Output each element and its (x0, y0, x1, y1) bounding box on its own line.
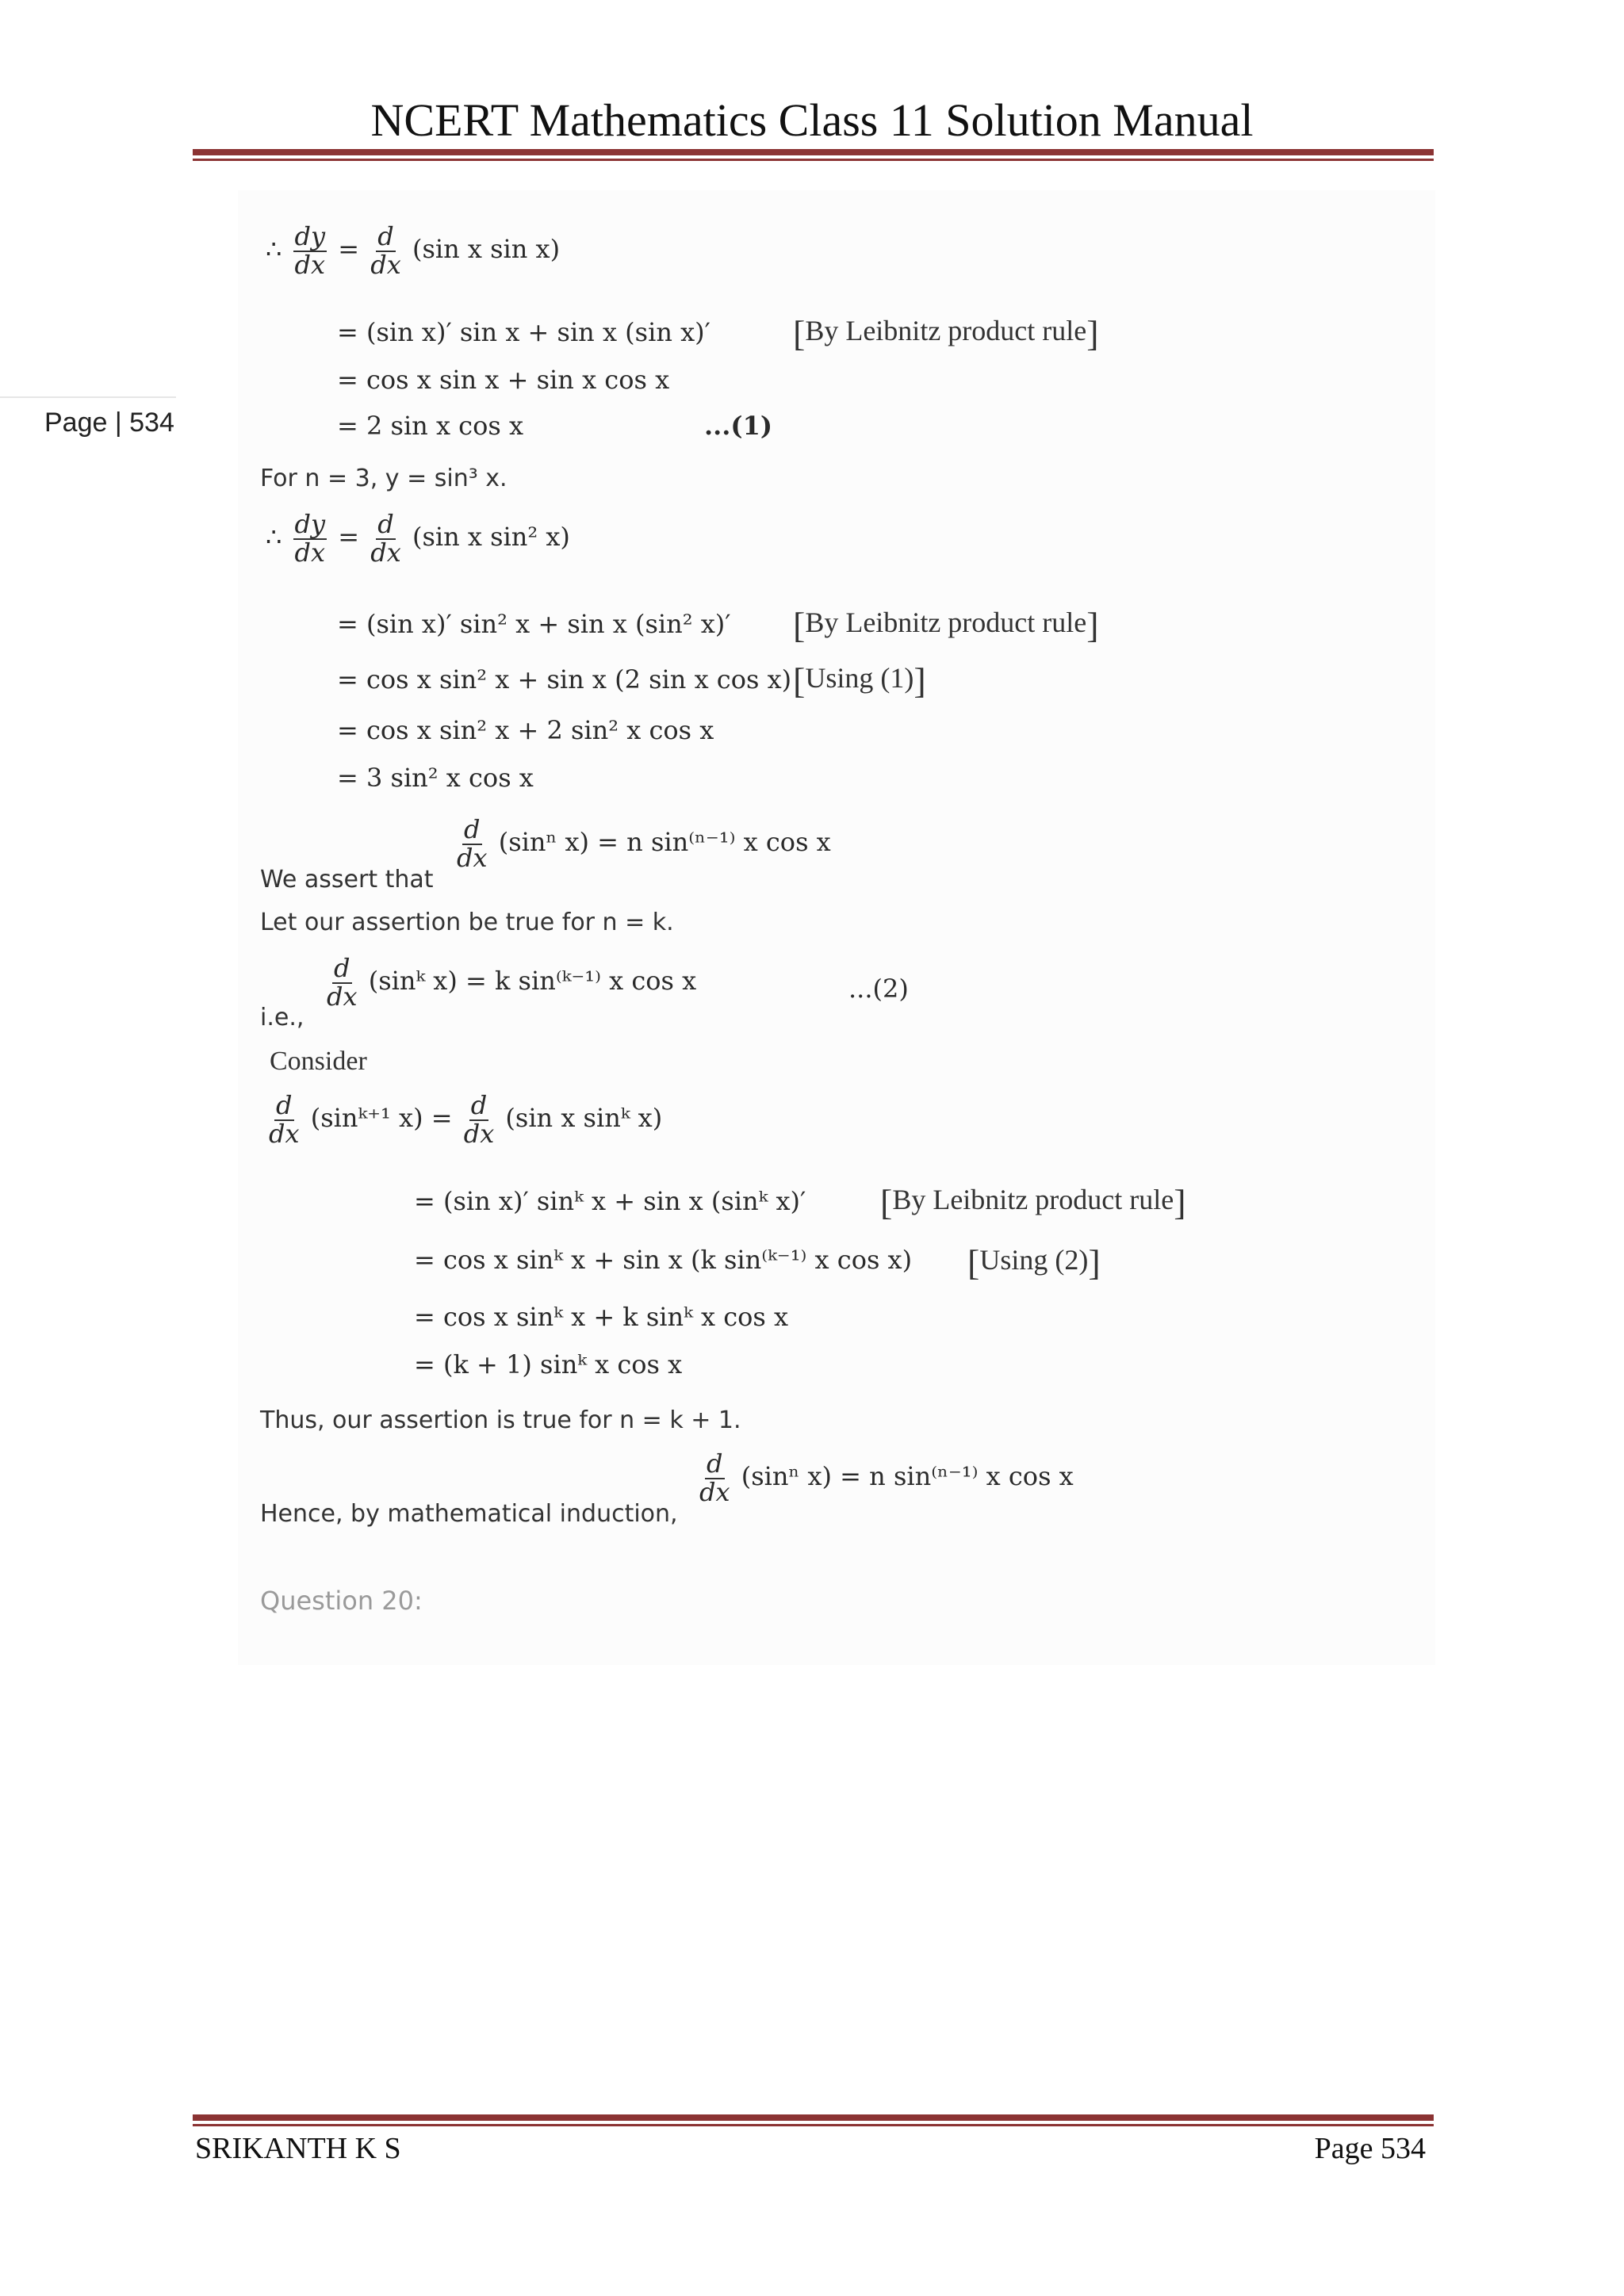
footer-author: SRIKANTH K S (195, 2132, 401, 2165)
text-for-n-3: For n = 3, y = sin³ x. (260, 465, 508, 492)
eq-dy-dx-sinx-sinx: ∴ $\frac{dy}{dx}$ = $\frac{d}{dx}$ (sin x sin x) (266, 221, 561, 280)
eq-cos-sin2-plus: = cos x sin² x + 2 sin² x cos x (337, 715, 714, 745)
question-heading: Question 20: (260, 1586, 423, 1616)
eq-final-result: $\frac{d}{dx}$ (sinⁿ x) = n sin⁽ⁿ⁻¹⁾ x cos x (699, 1448, 1074, 1507)
eq-dy-dx-sinx-sin2x: ∴ $\frac{dy}{dx}$ = $\frac{d}{dx}$ (sin x sin² x) (266, 509, 570, 568)
eq-tag-2: ...(2) (848, 974, 909, 1004)
eq-k-plus-1-sink: = (k + 1) sinᵏ x cos x (414, 1349, 683, 1380)
side-page-label (0, 396, 176, 438)
eq-leibnitz-step-1: = (sin x)′ sin x + sin x (sin x)′ (337, 317, 710, 347)
eq-tag-1: ...(1) (704, 411, 772, 441)
eq-leibnitz-step-3: = (sin x)′ sinᵏ x + sin x (sinᵏ x)′ (414, 1186, 806, 1216)
text-ie: i.e., (260, 1004, 304, 1031)
footer-page-number: Page 534 (1314, 2132, 1426, 2165)
eq-3sin2-cos: = 3 sin² x cos x (337, 763, 534, 793)
reason-leibnitz-1: [By Leibnitz product rule] (793, 313, 1099, 354)
eq-sin-k-plus-1: $\frac{d}{dx}$ (sinᵏ⁺¹ x) = $\frac{d}{dx}$ (sin x sinᵏ x) (269, 1090, 663, 1149)
reason-using-2: [Using (2)] (967, 1242, 1101, 1283)
eq-assertion: $\frac{d}{dx}$ (sinⁿ x) = n sin⁽ⁿ⁻¹⁾ x cos x (457, 814, 831, 873)
eq-step-cos-sin: = cos x sin x + sin x cos x (337, 365, 670, 395)
text-we-assert: We assert that (260, 866, 434, 894)
text-consider: Consider (270, 1047, 367, 1076)
text-hence: Hence, by mathematical induction, (260, 1500, 678, 1528)
reason-using-1: [Using (1)] (793, 660, 926, 701)
footer-rule (193, 2114, 1434, 2126)
reason-leibnitz-3: [By Leibnitz product rule] (880, 1182, 1186, 1223)
eq-assumption-k: $\frac{d}{dx}$ (sinᵏ x) = k sin⁽ᵏ⁻¹⁾ x cos x (327, 953, 697, 1012)
text-let-assertion: Let our assertion be true for n = k. (260, 909, 674, 936)
text-thus: Thus, our assertion is true for n = k + 1. (260, 1406, 741, 1434)
eq-2sin-cos: = 2 sin x cos x (337, 411, 523, 441)
reason-leibnitz-2: [By Leibnitz product rule] (793, 605, 1099, 645)
eq-leibnitz-step-2: = (sin x)′ sin² x + sin x (sin² x)′ (337, 609, 731, 639)
eq-using-2-step: = cos x sinᵏ x + sin x (k sin⁽ᵏ⁻¹⁾ x cos x) (414, 1245, 913, 1275)
side-page-number: Page | 534 (44, 408, 174, 438)
header-rule (193, 149, 1434, 161)
page-header-title: NCERT Mathematics Class 11 Solution Manual (370, 94, 1254, 146)
eq-using-1-step: = cos x sin² x + sin x (2 sin x cos x) (337, 664, 792, 695)
eq-cos-sink-plus: = cos x sinᵏ x + k sinᵏ x cos x (414, 1302, 789, 1332)
